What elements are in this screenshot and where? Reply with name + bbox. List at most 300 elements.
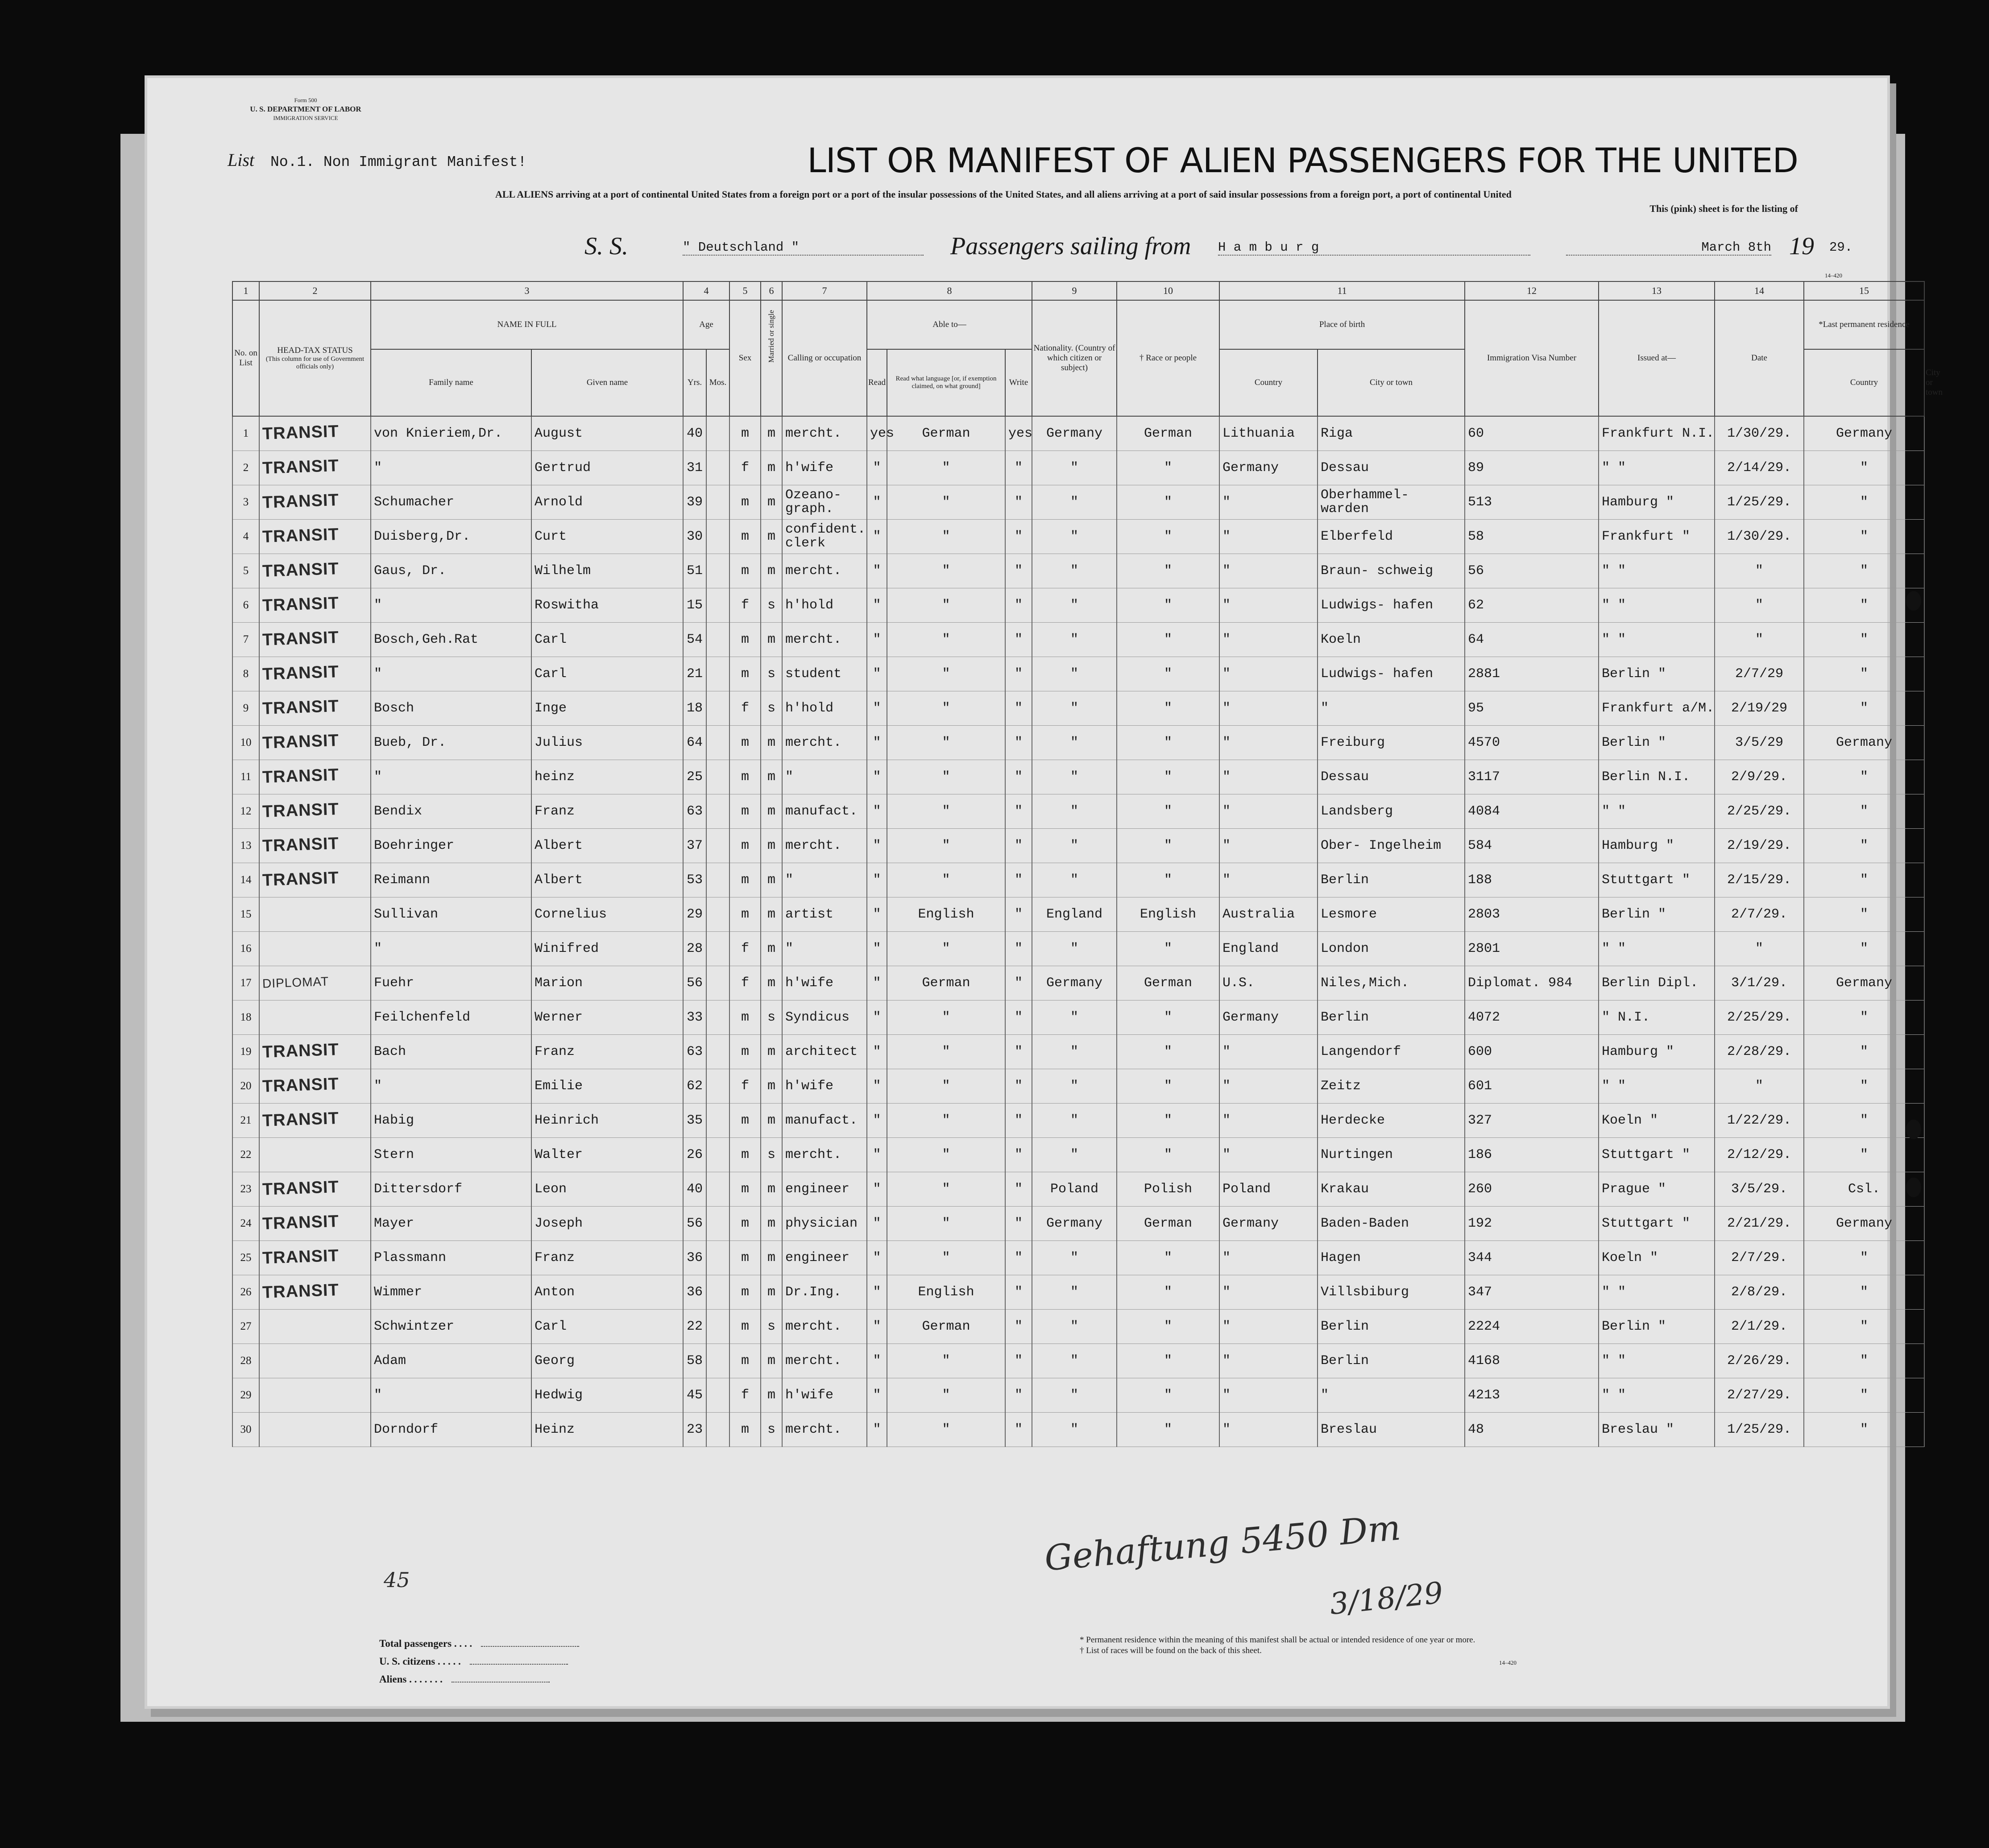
can-read: " — [867, 1413, 887, 1447]
aliens-label: Aliens — [379, 1674, 407, 1685]
line-number: 27 — [232, 1310, 259, 1344]
visa-date: 1/25/29. — [1715, 485, 1804, 520]
page-title: LIST OR MANIFEST OF ALIEN PASSENGERS FOR THE UNITED — [807, 141, 1798, 180]
read-language: " — [887, 1241, 1005, 1275]
head-tax-stamp — [259, 726, 371, 760]
line-number: 3 — [232, 485, 259, 520]
age-years: 25 — [683, 760, 706, 794]
marital-status: m — [761, 623, 782, 657]
header-no-on-list: No. on List — [232, 300, 259, 416]
visa-date: 2/19/29. — [1715, 829, 1804, 863]
residence-country: " — [1804, 451, 1924, 485]
residence-country: " — [1804, 1000, 1924, 1035]
birth-country: Germany — [1219, 451, 1318, 485]
read-language: " — [887, 588, 1005, 623]
header-race: † Race or people — [1117, 300, 1219, 416]
can-read: " — [867, 1207, 887, 1241]
table-row — [232, 726, 1924, 760]
visa-number: 2803 — [1465, 897, 1599, 932]
visa-number: 186 — [1465, 1138, 1599, 1172]
departure-port: H a m b u r g — [1218, 240, 1530, 256]
sex: m — [729, 760, 761, 794]
given-name: Emilie — [531, 1069, 683, 1104]
birth-city: Baden-Baden — [1318, 1207, 1465, 1241]
can-write: " — [1005, 520, 1032, 554]
given-name: Franz — [531, 794, 683, 829]
nationality: Germany — [1032, 966, 1117, 1000]
visa-date: 3/5/29 — [1715, 726, 1804, 760]
age-months — [706, 520, 729, 554]
race: " — [1117, 1035, 1219, 1069]
table-row — [232, 1275, 1924, 1310]
given-name: heinz — [531, 760, 683, 794]
header-calling: Calling or occupation — [782, 300, 867, 416]
head-tax-stamp — [259, 1138, 371, 1172]
table-row — [232, 1207, 1924, 1241]
given-name: Franz — [531, 1035, 683, 1069]
given-name: Franz — [531, 1241, 683, 1275]
age-months — [706, 1104, 729, 1138]
issued-at: " " — [1599, 932, 1715, 966]
sex: m — [729, 623, 761, 657]
line-number: 17 — [232, 966, 259, 1000]
sex: m — [729, 1275, 761, 1310]
birth-country: " — [1219, 1138, 1318, 1172]
head-tax-stamp — [259, 1207, 371, 1241]
marital-status: m — [761, 829, 782, 863]
sex: m — [729, 416, 761, 451]
given-name: Albert — [531, 863, 683, 897]
age-years: 22 — [683, 1310, 706, 1344]
issued-at: " N.I. — [1599, 1000, 1715, 1035]
age-years: 40 — [683, 416, 706, 451]
family-name: " — [371, 932, 531, 966]
visa-date: 1/30/29. — [1715, 520, 1804, 554]
marital-status: m — [761, 1344, 782, 1378]
visa-number: 48 — [1465, 1413, 1599, 1447]
birth-city: Berlin — [1318, 863, 1465, 897]
visa-date: 1/25/29. — [1715, 1413, 1804, 1447]
residence-country: " — [1804, 1035, 1924, 1069]
sex: m — [729, 657, 761, 691]
us-citizens-label: U. S. citizens — [379, 1656, 435, 1667]
residence-country: " — [1804, 863, 1924, 897]
can-write: " — [1005, 554, 1032, 588]
us-citizens: U. S. citizens . . . . . — [379, 1653, 700, 1670]
issued-at: " " — [1599, 554, 1715, 588]
read-language: " — [887, 794, 1005, 829]
age-years: 54 — [683, 623, 706, 657]
stamp-mark: TRANSIT — [262, 1246, 340, 1268]
visa-number: 4168 — [1465, 1344, 1599, 1378]
nationality: " — [1032, 485, 1117, 520]
issued-at: Berlin N.I. — [1599, 760, 1715, 794]
visa-number: 327 — [1465, 1104, 1599, 1138]
birth-city: Herdecke — [1318, 1104, 1465, 1138]
head-tax-stamp — [259, 1000, 371, 1035]
married-label: Married or single — [767, 310, 775, 363]
age-months — [706, 691, 729, 726]
age-months — [706, 1310, 729, 1344]
visa-date: 2/1/29. — [1715, 1310, 1804, 1344]
can-write: " — [1005, 1207, 1032, 1241]
occupation: mercht. — [782, 829, 867, 863]
visa-date: 2/25/29. — [1715, 1000, 1804, 1035]
nationality: " — [1032, 1035, 1117, 1069]
nationality: Germany — [1032, 416, 1117, 451]
residence-country: Germany — [1804, 416, 1924, 451]
race: " — [1117, 554, 1219, 588]
family-name: Gaus, Dr. — [371, 554, 531, 588]
line-number: 12 — [232, 794, 259, 829]
can-write: " — [1005, 1378, 1032, 1413]
occupation: mercht. — [782, 726, 867, 760]
head-tax-stamp — [259, 897, 371, 932]
age-months — [706, 416, 729, 451]
residence-country: " — [1804, 1378, 1924, 1413]
can-read: " — [867, 657, 887, 691]
age-months — [706, 1413, 729, 1447]
read-language: " — [887, 520, 1005, 554]
header-date: Date — [1715, 300, 1804, 416]
issued-at: Berlin " — [1599, 897, 1715, 932]
col-num-12: 12 — [1465, 281, 1599, 300]
birth-country: " — [1219, 1275, 1318, 1310]
department-name: U. S. DEPARTMENT OF LABOR — [250, 105, 361, 113]
race: " — [1117, 1344, 1219, 1378]
col-num-2: 2 — [259, 281, 371, 300]
table-row — [232, 554, 1924, 588]
occupation: mercht. — [782, 554, 867, 588]
can-read: " — [867, 863, 887, 897]
can-write: " — [1005, 1035, 1032, 1069]
visa-number: 2881 — [1465, 657, 1599, 691]
visa-number: 600 — [1465, 1035, 1599, 1069]
birth-country: Germany — [1219, 1207, 1318, 1241]
form-number: Form 500 — [294, 97, 317, 103]
header-place-of-birth: Place of birth — [1219, 300, 1465, 349]
nationality: England — [1032, 897, 1117, 932]
head-tax-stamp — [259, 829, 371, 863]
issued-at: Berlin " — [1599, 657, 1715, 691]
can-read: " — [867, 1378, 887, 1413]
table-row — [232, 520, 1924, 554]
header-write: Write — [1005, 349, 1032, 416]
nationality: " — [1032, 726, 1117, 760]
stamp-mark: DIPLOMAT — [262, 974, 329, 991]
given-name: Albert — [531, 829, 683, 863]
birth-city: London — [1318, 932, 1465, 966]
can-write: " — [1005, 657, 1032, 691]
age-years: 37 — [683, 829, 706, 863]
sex: f — [729, 588, 761, 623]
line-number: 9 — [232, 691, 259, 726]
sailing-label: Passengers sailing from — [950, 232, 1191, 260]
age-months — [706, 1000, 729, 1035]
ship-line — [584, 232, 1901, 259]
nationality: Poland — [1032, 1172, 1117, 1207]
race: English — [1117, 897, 1219, 932]
issued-at: " " — [1599, 1378, 1715, 1413]
birth-country: " — [1219, 520, 1318, 554]
line-number: 16 — [232, 932, 259, 966]
visa-date: 2/14/29. — [1715, 451, 1804, 485]
race: " — [1117, 520, 1219, 554]
nationality: " — [1032, 1138, 1117, 1172]
column-number-row — [232, 281, 1924, 300]
birth-country: " — [1219, 760, 1318, 794]
occupation: h'hold — [782, 588, 867, 623]
can-read: " — [867, 932, 887, 966]
occupation: confident. clerk — [782, 520, 867, 554]
head-tax-stamp — [259, 588, 371, 623]
issued-at: Koeln " — [1599, 1104, 1715, 1138]
issued-at: " " — [1599, 623, 1715, 657]
table-row — [232, 1172, 1924, 1207]
marital-status: m — [761, 726, 782, 760]
marital-status: m — [761, 1172, 782, 1207]
sex: m — [729, 1138, 761, 1172]
read-language: German — [887, 1310, 1005, 1344]
age-years: 28 — [683, 932, 706, 966]
sex: f — [729, 691, 761, 726]
visa-date: 2/8/29. — [1715, 1275, 1804, 1310]
family-name: " — [371, 451, 531, 485]
occupation: h'wife — [782, 451, 867, 485]
birth-country: " — [1219, 794, 1318, 829]
aliens: Aliens . . . . . . . — [379, 1670, 700, 1688]
issued-at: " " — [1599, 1275, 1715, 1310]
head-tax-stamp — [259, 1344, 371, 1378]
header-sex: Sex — [729, 300, 761, 416]
stamp-mark: TRANSIT — [262, 628, 340, 649]
sex: m — [729, 485, 761, 520]
occupation: student — [782, 657, 867, 691]
head-tax-note: (This column for use of Government officials only) — [265, 356, 365, 370]
table-row — [232, 1241, 1924, 1275]
header-mos: Mos. — [706, 349, 729, 416]
read-language: " — [887, 691, 1005, 726]
can-write: " — [1005, 1138, 1032, 1172]
can-write: " — [1005, 897, 1032, 932]
age-years: 62 — [683, 1069, 706, 1104]
birth-city: Ludwigs- hafen — [1318, 588, 1465, 623]
marital-status: m — [761, 794, 782, 829]
birth-country: " — [1219, 1413, 1318, 1447]
given-name: Leon — [531, 1172, 683, 1207]
age-months — [706, 1138, 729, 1172]
marital-status: s — [761, 1413, 782, 1447]
table-row — [232, 829, 1924, 863]
birth-city: Landsberg — [1318, 794, 1465, 829]
issued-at: Hamburg " — [1599, 829, 1715, 863]
header-married — [761, 300, 782, 416]
visa-date: 2/7/29. — [1715, 1241, 1804, 1275]
read-language: " — [887, 932, 1005, 966]
family-name: Plassmann — [371, 1241, 531, 1275]
issued-at: Hamburg " — [1599, 1035, 1715, 1069]
col-num-9: 9 — [1032, 281, 1117, 300]
can-read: " — [867, 1172, 887, 1207]
age-months — [706, 554, 729, 588]
race: " — [1117, 794, 1219, 829]
head-tax-stamp — [259, 520, 371, 554]
visa-date: 2/19/29 — [1715, 691, 1804, 726]
nationality: " — [1032, 932, 1117, 966]
nationality: " — [1032, 863, 1117, 897]
birth-country: " — [1219, 485, 1318, 520]
visa-number: 344 — [1465, 1241, 1599, 1275]
col-num-8: 8 — [867, 281, 1032, 300]
residence-country: " — [1804, 1310, 1924, 1344]
line-number: 5 — [232, 554, 259, 588]
race: " — [1117, 863, 1219, 897]
occupation: Syndicus — [782, 1000, 867, 1035]
line-number: 29 — [232, 1378, 259, 1413]
sex: f — [729, 1069, 761, 1104]
age-years: 35 — [683, 1104, 706, 1138]
birth-city: Elberfeld — [1318, 520, 1465, 554]
stamp-mark: TRANSIT — [262, 731, 340, 752]
marital-status: m — [761, 1069, 782, 1104]
can-write: " — [1005, 1310, 1032, 1344]
stamp-mark: TRANSIT — [262, 490, 340, 512]
can-write: " — [1005, 1275, 1032, 1310]
marital-status: m — [761, 1207, 782, 1241]
marital-status: m — [761, 1241, 782, 1275]
marital-status: m — [761, 1275, 782, 1310]
occupation: " — [782, 760, 867, 794]
read-language: " — [887, 726, 1005, 760]
can-write: " — [1005, 966, 1032, 1000]
can-write: yes — [1005, 416, 1032, 451]
race: " — [1117, 1104, 1219, 1138]
col-num-15: 15 — [1804, 281, 1924, 300]
read-language: German — [887, 416, 1005, 451]
age-months — [706, 794, 729, 829]
sex: f — [729, 966, 761, 1000]
can-write: " — [1005, 1241, 1032, 1275]
given-name: Joseph — [531, 1207, 683, 1241]
header-given-name: Given name — [531, 349, 683, 416]
visa-date: " — [1715, 554, 1804, 588]
age-years: 51 — [683, 554, 706, 588]
read-language: " — [887, 554, 1005, 588]
age-months — [706, 966, 729, 1000]
age-years: 29 — [683, 897, 706, 932]
issued-at: Frankfurt N.I. — [1599, 416, 1715, 451]
birth-country: " — [1219, 1069, 1318, 1104]
visa-number: 60 — [1465, 416, 1599, 451]
residence-country: " — [1804, 1344, 1924, 1378]
birth-city: Berlin — [1318, 1344, 1465, 1378]
table-row — [232, 1344, 1924, 1378]
age-years: 56 — [683, 1207, 706, 1241]
visa-number: 192 — [1465, 1207, 1599, 1241]
head-tax-stamp — [259, 657, 371, 691]
header-able-to: Able to— — [867, 300, 1032, 349]
issued-at: Berlin Dipl. — [1599, 966, 1715, 1000]
family-name: " — [371, 657, 531, 691]
birth-city: " — [1318, 691, 1465, 726]
issued-at: " " — [1599, 794, 1715, 829]
family-name: Schwintzer — [371, 1310, 531, 1344]
line-number: 7 — [232, 623, 259, 657]
residence-country: " — [1804, 1069, 1924, 1104]
marital-status: m — [761, 554, 782, 588]
issued-at: Stuttgart " — [1599, 1138, 1715, 1172]
birth-city: Breslau — [1318, 1413, 1465, 1447]
can-write: " — [1005, 691, 1032, 726]
ss-label: S. S. — [584, 232, 628, 260]
marital-status: m — [761, 1104, 782, 1138]
form-header — [225, 96, 386, 123]
birth-city: " — [1318, 1378, 1465, 1413]
visa-number: 4213 — [1465, 1378, 1599, 1413]
list-number: No.1. Non Immigrant Manifest! — [270, 154, 527, 170]
birth-city: Krakau — [1318, 1172, 1465, 1207]
occupation: manufact. — [782, 794, 867, 829]
occupation: engineer — [782, 1241, 867, 1275]
line-number: 21 — [232, 1104, 259, 1138]
head-tax-stamp — [259, 966, 371, 1000]
family-name: Bendix — [371, 794, 531, 829]
occupation: h'wife — [782, 966, 867, 1000]
birth-country: Germany — [1219, 1000, 1318, 1035]
stamp-mark: TRANSIT — [262, 765, 340, 787]
read-language: " — [887, 1413, 1005, 1447]
col-num-10: 10 — [1117, 281, 1219, 300]
visa-date: 2/7/29. — [1715, 897, 1804, 932]
birth-city: Hagen — [1318, 1241, 1465, 1275]
age-years: 53 — [683, 863, 706, 897]
sex: f — [729, 1378, 761, 1413]
can-write: " — [1005, 760, 1032, 794]
head-tax-stamp — [259, 416, 371, 451]
occupation: mercht. — [782, 1413, 867, 1447]
given-name: Carl — [531, 657, 683, 691]
manifest-rows — [232, 416, 1924, 1447]
line-number: 2 — [232, 451, 259, 485]
given-name: Gertrud — [531, 451, 683, 485]
marital-status: m — [761, 1378, 782, 1413]
issued-at: Hamburg " — [1599, 485, 1715, 520]
occupation: h'wife — [782, 1069, 867, 1104]
residence-country: " — [1804, 897, 1924, 932]
residence-country: " — [1804, 623, 1924, 657]
col-num-11: 11 — [1219, 281, 1465, 300]
race: " — [1117, 657, 1219, 691]
table-row — [232, 1413, 1924, 1447]
read-language: English — [887, 1275, 1005, 1310]
line-number: 23 — [232, 1172, 259, 1207]
given-name: Winifred — [531, 932, 683, 966]
col-num-13: 13 — [1599, 281, 1715, 300]
race: " — [1117, 1310, 1219, 1344]
age-years: 36 — [683, 1275, 706, 1310]
can-read: " — [867, 451, 887, 485]
visa-number: Diplomat. 984 — [1465, 966, 1599, 1000]
header-age: Age — [683, 300, 729, 349]
year-prefix: 19 — [1789, 232, 1814, 260]
line-number: 13 — [232, 829, 259, 863]
sex: m — [729, 1310, 761, 1344]
head-tax-stamp — [259, 623, 371, 657]
can-write: " — [1005, 726, 1032, 760]
birth-city: Villsbiburg — [1318, 1275, 1465, 1310]
birth-city: Berlin — [1318, 1310, 1465, 1344]
visa-number: 62 — [1465, 588, 1599, 623]
